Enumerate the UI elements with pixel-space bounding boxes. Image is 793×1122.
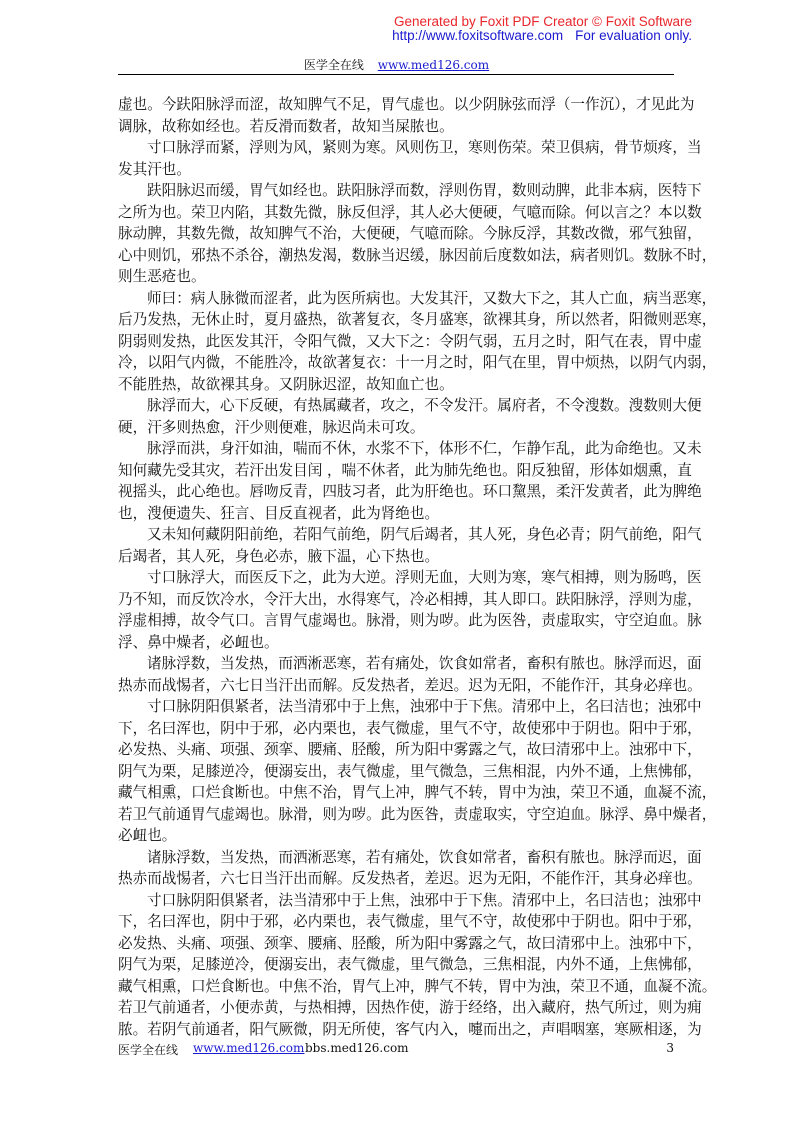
text-line: 脉浮而大，心下反硬，有热属藏者，攻之，不令发汗。属府者，不令溲数。溲数则大便 xyxy=(147,397,702,414)
footer-bbs-url: bbs.med126.com xyxy=(305,1041,409,1055)
text-line: 心中则饥，邪热不杀谷，潮热发渴，数脉当迟缓，脉因前后度数如法，病者则饥。数脉不时， xyxy=(118,246,717,264)
text-line: 阴气为栗，足膝逆冷，便溺妄出，表气微虚，里气微急，三焦相混，内外不通，上焦怫郁， xyxy=(118,762,702,780)
text-line: 也，溲便遗失、狂言、目反直视者，此为肾绝也。 xyxy=(118,504,440,522)
footer-site-link[interactable]: www.med126.com xyxy=(193,1041,305,1055)
text-line: 调脉，故称如经也。若反滑而数者，故知当屎脓也。 xyxy=(118,117,454,135)
text-line: 必发热、头痛、项强、颈挛、腰痛、胫酸，所为阳中雾露之气，故曰清邪中上。浊邪中下， xyxy=(118,934,702,952)
text-line: 虚也。今趺阳脉浮而涩，故知脾气不足，胃气虚也。以少阴脉弦而浮（一作沉），才见此为 xyxy=(118,96,695,113)
text-line: 寸口脉浮而紧，浮则为风，紧则为寒。风则伤卫，寒则伤荣。荣卫俱病，骨节烦疼，当 xyxy=(147,139,702,156)
text-line: 热赤而战惕者，六七日当汗出而解。反发热者，差迟。迟为无阳，不能作汗，其身必痒也。 xyxy=(118,676,702,694)
text-line: 不能胜热，故欲裸其身。又阴脉迟涩，故知血亡也。 xyxy=(118,375,454,393)
text-line: 若卫气前通者，小便赤黄，与热相搏，因热作使，游于经络，出入藏府，热气所过，则为痈 xyxy=(118,999,702,1016)
text-line: 诸脉浮数，当发热，而洒淅恶寒，若有痛处，饮食如常者，畜积有脓也。脉浮而迟，面 xyxy=(147,848,702,866)
text-line: 下，名曰浑也，阴中于邪，必内栗也，表气微虚，里气不守，故使邪中于阴也。阳中于邪， xyxy=(118,719,702,737)
text-line: 阴弱则发热，此医发其汗，令阳气微，又大下之：令阴气弱，五月之时，阳气在表，胃中虚 xyxy=(118,332,702,350)
text-line: 必衄也。 xyxy=(118,827,177,844)
text-line: 发其汗也。 xyxy=(118,160,191,178)
text-line: 脓。若阴气前通者，阳气厥微，阴无所使，客气内入，嚏而出之，声唱咽塞，寒厥相逐，为 xyxy=(118,1020,702,1038)
text-line: 寸口脉浮大，而医反下之，此为大逆。浮则无血，大则为寒，寒气相搏，则为肠鸣，医 xyxy=(147,569,702,586)
text-line: 脉动脾，其数先微，故知脾气不治，大便硬，气噫而除。今脉反浮，其数改微，邪气独留， xyxy=(118,225,702,242)
document-body xyxy=(118,94,717,1040)
text-line: 知何藏先受其灾，若汗出发目闰 ，喘不休者，此为肺先绝也。阳反独留，形体如烟熏，直 xyxy=(118,461,692,479)
text-line: 下，名曰浑也，阴中于邪，必内栗也，表气微虚，里气不守，故使邪中于阴也。阳中于邪， xyxy=(118,913,702,930)
page-header xyxy=(0,56,793,73)
page-number: 3 xyxy=(666,1041,674,1055)
text-line: 后乃发热，无休止时，夏月盛热，欲著复衣，冬月盛寒，欲裸其身，所以然者，阳微则恶寒， xyxy=(118,311,717,328)
text-line: 寸口脉阴阳俱紧者，法当清邪中于上焦，浊邪中于下焦。清邪中上，名曰洁也；浊邪中 xyxy=(147,891,702,909)
text-line: 寸口脉阴阳俱紧者，法当清邪中于上焦，浊邪中于下焦。清邪中上，名曰洁也；浊邪中 xyxy=(147,698,702,715)
foxit-url-link[interactable]: http://www.foxitsoftware.com xyxy=(392,28,564,43)
text-line: 阴气为栗，足膝逆冷，便溺妄出，表气微虚，里气微急，三焦相混，内外不通，上焦怫郁， xyxy=(118,956,702,973)
text-line: 硬，汗多则热愈，汗少则便难，脉迟尚未可攻。 xyxy=(118,418,425,436)
text-line: 藏气相熏，口烂食断也。中焦不治，胃气上冲，脾气不转，胃中为浊，荣卫不通，血凝不流。 xyxy=(118,977,717,995)
text-line: 视摇头，此心绝也。唇吻反青，四肢习者，此为肝绝也。环口黧黑，柔汗发黄者，此为脾绝 xyxy=(118,483,702,500)
text-line: 脉浮而洪，身汗如油，喘而不休，水浆不下，体形不仁，乍静乍乱，此为命绝也。又未 xyxy=(147,440,702,457)
header-site-link[interactable]: www.med126.com xyxy=(377,58,490,72)
text-line: 浮虚相搏，故令气口。言胃气虚竭也。脉滑，则为哕。此为医咎，责虚取实，守空迫血。脉 xyxy=(118,612,702,629)
header-site-name: 医学全在线 xyxy=(303,58,364,72)
foxit-watermark-line: Generated by Foxit PDF Creator © Foxit Software xyxy=(393,14,692,29)
foxit-watermark-url-line xyxy=(392,29,692,43)
text-line: 诸脉浮数，当发热，而洒淅恶寒，若有痛处，饮食如常者，畜积有脓也。脉浮而迟，面 xyxy=(147,655,702,672)
text-line: 师曰：病人脉微而涩者，此为医所病也。大发其汗，又数大下之，其人亡血，病当恶寒， xyxy=(147,289,717,307)
text-line: 之所为也。荣卫内陷，其数先微，脉反但浮，其人必大便硬，气噫而除。何以言之？本以数 xyxy=(118,203,702,221)
footer-site-name: 医学全在线 xyxy=(118,1043,179,1057)
text-line: 必发热、头痛、项强、颈挛、腰痛、胫酸，所为阳中雾露之气，故曰清邪中上。浊邪中下， xyxy=(118,741,702,758)
text-line: 则生恶疮也。 xyxy=(118,268,206,285)
text-line: 又未知何藏阴阳前绝，若阳气前绝，阴气后竭者，其人死，身色必青；阴气前绝，阳气 xyxy=(147,526,702,543)
text-line: 浮、鼻中燥者，必衄也。 xyxy=(118,633,279,651)
text-line: 趺阳脉迟而缓，胃气如经也。趺阳脉浮而数，浮则伤胃，数则动脾，此非本病，医特下 xyxy=(147,182,702,199)
text-line: 藏气相熏，口烂食断也。中焦不治，胃气上冲，脾气不转，胃中为浊，荣卫不通，血凝不流， xyxy=(118,784,717,801)
text-line: 若卫气前通胃气虚竭也。脉滑，则为哕。此为医咎，责虚取实，守空迫血。脉浮、鼻中燥者， xyxy=(118,805,717,823)
text-line: 热赤而战惕者，六七日当汗出而解。反发热者，差迟。迟为无阳，不能作汗，其身必痒也。 xyxy=(118,870,702,887)
text-line: 乃不知，而反饮冷水，令汗大出，水得寒气，冷必相搏，其人即口。趺阳脉浮，浮则为虚， xyxy=(118,590,702,608)
text-line: 冷，以阳气内微，不能胜冷，故欲著复衣：十一月之时，阳气在里，胃中烦热，以阴气内弱， xyxy=(118,354,717,371)
foxit-evaluation-note: For evaluation only. xyxy=(575,28,692,43)
text-line: 后竭者，其人死，身色必赤，腋下温，心下热也。 xyxy=(118,547,440,565)
header-divider xyxy=(118,74,674,75)
